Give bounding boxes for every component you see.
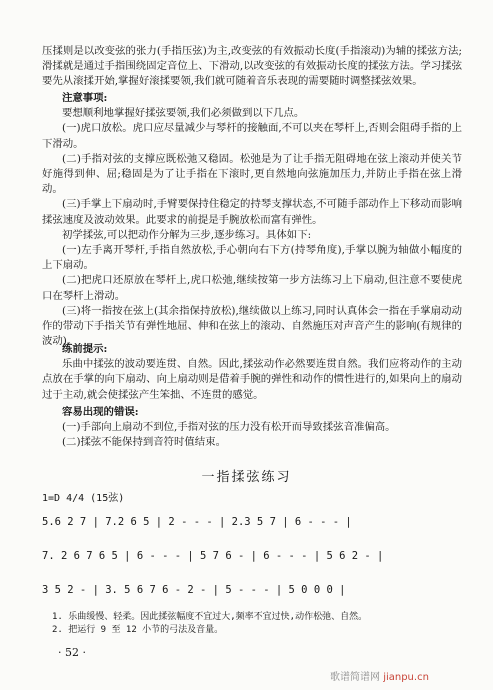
errors-section <box>42 405 462 451</box>
exercise-note: 1. 乐曲缓慢、轻柔。因此揉弦幅度不宜过大,频率不宜过快,动作松弛、自然。 <box>52 612 368 622</box>
pre-practice-section <box>42 342 462 403</box>
exercise-note: 2. 把运行 9 至 12 小节的弓法及音量。 <box>52 625 224 635</box>
attention-item: (三)手掌上下扇动时,手臂要保持住稳定的持琴支撑状态,不可随手部动作上下移动而影响揉弦速度及波动效果。此要求的前提是手腕放松而富有弹性。 <box>42 198 462 226</box>
error-item: (一)手部向上扇动不到位,手指对弦的压力没有松开而导致揉弦音准偏高。 <box>62 421 396 434</box>
attention-item: (二)手指对弦的支撑应既松弛又稳固。松弛是为了让手指无阻碍地在弦上滚动并使关节好施得到伸、屈;稳固是为了让手指在下滚时,更自然地向弦施加压力,并防止手指在弦上滑动。 <box>42 152 462 196</box>
intro-section <box>42 44 462 90</box>
page-number: · 52 · <box>58 646 86 659</box>
exercise-title: 一指揉弦练习 <box>201 470 292 485</box>
watermark-site: 歌谱简谱网 <box>330 672 380 683</box>
intro-paragraph: 压揉则是以改变弦的张力(手指压弦)为主,改变弦的有效振动长度(手指滚动)为辅的揉弦方法;滑揉就是通过手指围绕固定音位上、下滑动,以改变弦的有效振动长度的揉弦方法。学习揉弦要先从滚揉开始,掌握好滚揉要领,我们就可随着音乐表现的需要随时调整揉弦效果。 <box>42 45 462 88</box>
error-item: (二)揉弦不能保持到音符时值结束。 <box>62 436 226 449</box>
key-signature: 1=D 4/4 (15弦) <box>42 493 125 504</box>
watermark <box>330 668 429 683</box>
practice-step: (一)左手离开琴杆,手指自然放松,手心朝向右下方(持琴角度),手掌以腕为轴做小幅度的上下扇动。 <box>42 244 462 272</box>
attention-heading: 注意事项: <box>62 92 108 104</box>
pre-practice-text: 乐曲中揉弦的波动要连贯、自然。因此,揉弦动作必然要连贯自然。我们应将动作的主动点放在手掌的向下扇动、向上扇动则是借着手腕的弹性和动作的惯性进行的,如果向上的扇动过于主动,就会使揉弦产生笨拙、不连贯的感觉。 <box>42 358 462 401</box>
notation-line: 7. 2 6 7 6 5 | 6 - - - | 5 7 6 - | 6 - - - | 5 6 2 - | <box>42 550 384 562</box>
pre-practice-heading: 练前提示: <box>62 343 108 355</box>
exercise-notes <box>52 611 472 637</box>
practice-step: (二)把虎口还原放在琴杆上,虎口松弛,继续按第一步方法练习上下扇动,但注意不要使虎口在琴杆上滑动。 <box>42 274 462 302</box>
practice-lead: 初学揉弦,可以把动作分解为三步,逐步练习。具体如下: <box>62 228 312 241</box>
errors-heading: 容易出现的错误: <box>62 406 139 418</box>
attention-section <box>42 91 462 349</box>
notation-line: 5.6 2 7 | 7.2 6 5 | 2 - - - | 2.3 5 7 | 6 - - - | <box>42 516 352 528</box>
notation-line: 3 5 2 - | 3. 5 6 7 6 - 2 - | 5 - - - | 5 0 0 0 | <box>42 584 346 596</box>
practice-step: (三)将一指按在弦上(其余指保持放松),继续做以上练习,同时认真体会一指在手掌扇动动作的带动下手指关节有弹性地屈、伸和在弦上的滚动、自然施压对声音产生的影响(有规律的波动)。 <box>42 304 462 348</box>
attention-lead: 要想顺利地掌握好揉弦要领,我们必须做到以下几点。 <box>62 107 305 120</box>
attention-item: (一)虎口放松。虎口应尽量减少与琴杆的接触面,不可以夹在琴杆上,否则会阻碍手指的上下滑动。 <box>42 122 462 150</box>
watermark-domain: jianpu.cn <box>383 672 429 683</box>
